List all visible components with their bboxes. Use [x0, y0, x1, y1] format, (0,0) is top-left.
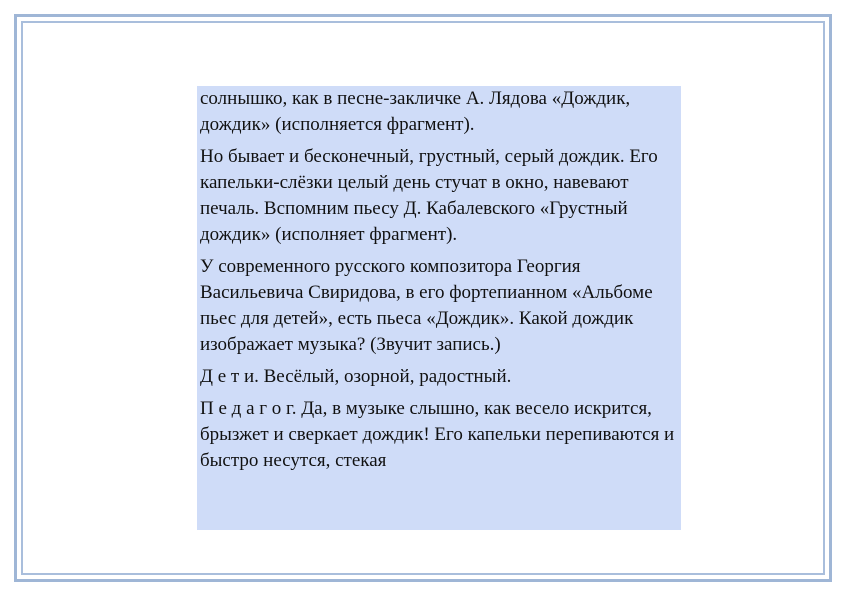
paragraph-4: Д е т и. Весёлый, озорной, радостный.: [200, 366, 512, 387]
paragraph-3: У современного русского композитора Георгия Васильевича Свиридова, в его фортепианном «Альбоме пьес для детей», есть пьеса «Дождик». Какой дождик изображает музыка? (Звучит запись.): [200, 256, 653, 355]
paragraph-1: солнышко, как в песне-закличке А. Лядова «Дождик, дождик» (исполняется фрагмент).: [200, 88, 631, 135]
document-text-block: [197, 86, 681, 530]
paragraph-2: Но бывает и бесконечный, грустный, серый дождик. Его капельки-слёзки целый день стучат в окно, навевают печаль. Вспомним пьесу Д. Кабалевского «Грустный дождик» (исполняет фрагмент).: [200, 146, 658, 245]
paragraph-5: П е д а г о г. Да, в музыке слышно, как весело искрится, брызжет и сверкает дождик! Его капельки перепиваются и быстро несутся, стекая: [200, 398, 675, 471]
